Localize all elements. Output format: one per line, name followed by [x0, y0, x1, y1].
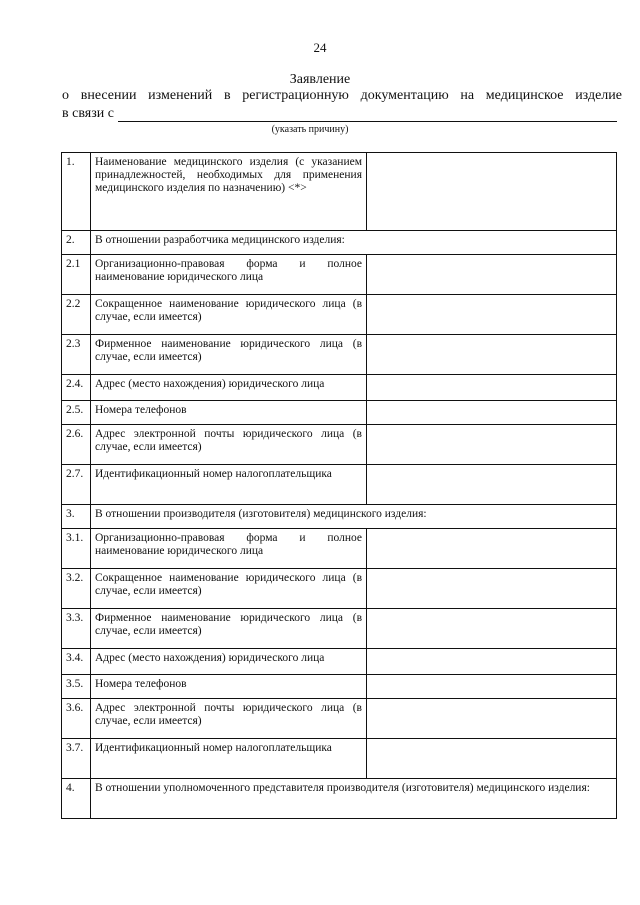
reason-prefix: в связи с — [62, 106, 114, 121]
field-label: Фирменное наименование юридического лица (в случае, если имеется) — [91, 335, 367, 375]
field-label: Сокращенное наименование юридического лица (в случае, если имеется) — [91, 295, 367, 335]
row-number: 2. — [62, 231, 91, 255]
row-number: 2.7. — [62, 465, 91, 505]
form-row — [62, 505, 617, 529]
document-subtitle: о внесении изменений в регистрационную документацию на медицинское изделие — [62, 88, 622, 103]
section-heading: В отношении производителя (изготовителя) медицинского изделия: — [91, 505, 617, 529]
form-row — [62, 779, 617, 819]
field-value-cell[interactable] — [367, 675, 617, 699]
field-value-cell[interactable] — [367, 401, 617, 425]
form-row — [62, 699, 617, 739]
form-row — [62, 153, 617, 231]
document-title: Заявление — [289, 72, 351, 87]
form-row — [62, 529, 617, 569]
row-number: 2.3 — [62, 335, 91, 375]
form-row — [62, 425, 617, 465]
field-value-cell[interactable] — [367, 649, 617, 675]
field-value-cell[interactable] — [367, 465, 617, 505]
field-value-cell[interactable] — [367, 295, 617, 335]
form-row — [62, 569, 617, 609]
field-value-cell[interactable] — [367, 153, 617, 231]
row-number: 2.5. — [62, 401, 91, 425]
row-number: 3.4. — [62, 649, 91, 675]
field-label: Адрес электронной почты юридического лица (в случае, если имеется) — [91, 425, 367, 465]
row-number: 3.6. — [62, 699, 91, 739]
field-label: Организационно-правовая форма и полное наименование юридического лица — [91, 255, 367, 295]
field-value-cell[interactable] — [367, 255, 617, 295]
reason-hint: (указать причину) — [271, 124, 349, 135]
form-row — [62, 675, 617, 699]
section-heading: В отношении уполномоченного представителя производителя (изготовителя) медицинского изделия: — [91, 779, 617, 819]
form-row — [62, 231, 617, 255]
field-label: Адрес электронной почты юридического лица (в случае, если имеется) — [91, 699, 367, 739]
field-label: Номера телефонов — [91, 401, 367, 425]
field-label: Наименование медицинского изделия (с указанием принадлежностей, необходимых для применения медицинского изделия по назначению) <*> — [91, 153, 367, 231]
field-label: Организационно-правовая форма и полное наименование юридического лица — [91, 529, 367, 569]
page-number: 24 — [313, 40, 327, 55]
row-number: 2.2 — [62, 295, 91, 335]
field-value-cell[interactable] — [367, 375, 617, 401]
reason-input[interactable] — [118, 107, 617, 122]
application-form-table — [61, 152, 617, 819]
field-label: Фирменное наименование юридического лица (в случае, если имеется) — [91, 609, 367, 649]
field-value-cell[interactable] — [367, 609, 617, 649]
form-row — [62, 649, 617, 675]
form-row — [62, 375, 617, 401]
field-label: Идентификационный номер налогоплательщика — [91, 739, 367, 779]
form-row — [62, 295, 617, 335]
row-number: 2.4. — [62, 375, 91, 401]
row-number: 3.5. — [62, 675, 91, 699]
field-value-cell[interactable] — [367, 425, 617, 465]
field-value-cell[interactable] — [367, 335, 617, 375]
field-label: Идентификационный номер налогоплательщика — [91, 465, 367, 505]
form-row — [62, 739, 617, 779]
row-number: 3.1. — [62, 529, 91, 569]
field-value-cell[interactable] — [367, 529, 617, 569]
row-number: 3. — [62, 505, 91, 529]
form-row — [62, 255, 617, 295]
field-value-cell[interactable] — [367, 569, 617, 609]
field-label: Адрес (место нахождения) юридического лица — [91, 375, 367, 401]
field-label: Адрес (место нахождения) юридического лица — [91, 649, 367, 675]
form-row — [62, 335, 617, 375]
row-number: 3.7. — [62, 739, 91, 779]
row-number: 2.1 — [62, 255, 91, 295]
row-number: 2.6. — [62, 425, 91, 465]
row-number: 3.2. — [62, 569, 91, 609]
form-row — [62, 609, 617, 649]
form-row — [62, 401, 617, 425]
field-label: Номера телефонов — [91, 675, 367, 699]
section-heading: В отношении разработчика медицинского изделия: — [91, 231, 617, 255]
row-number: 1. — [62, 153, 91, 231]
form-row — [62, 465, 617, 505]
field-label: Сокращенное наименование юридического лица (в случае, если имеется) — [91, 569, 367, 609]
reason-line — [62, 106, 617, 122]
row-number: 3.3. — [62, 609, 91, 649]
field-value-cell[interactable] — [367, 739, 617, 779]
field-value-cell[interactable] — [367, 699, 617, 739]
row-number: 4. — [62, 779, 91, 819]
